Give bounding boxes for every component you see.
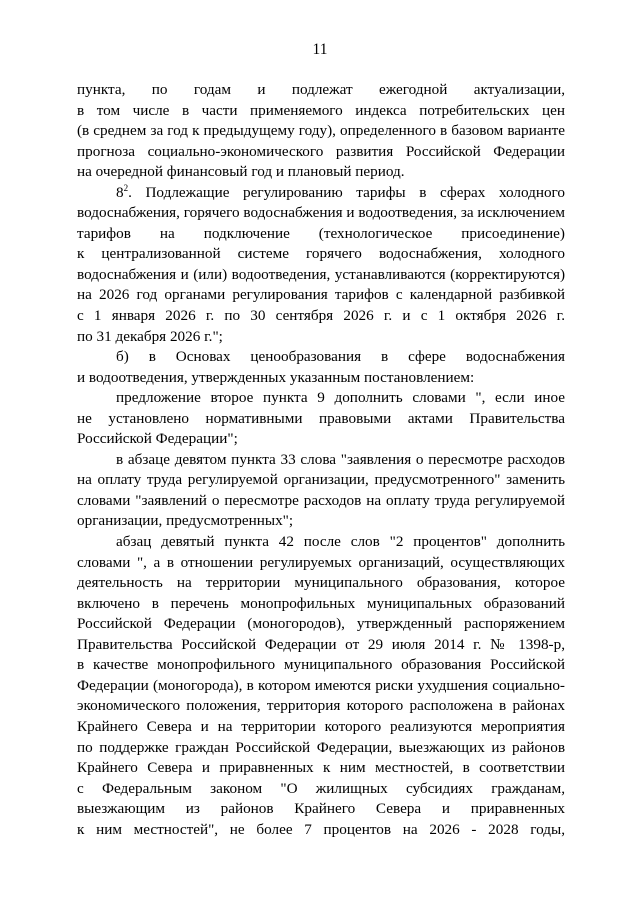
text-line: Правительства Российской Федерации от 29 июля 2014 г. № 1398-р, — [77, 635, 565, 653]
text-line: водоснабжения, горячего водоснабжения и водоотведения, за исключением — [77, 204, 565, 222]
text-line: пункта, по годам и подлежат ежегодной актуализации, — [77, 81, 565, 98]
text-line: не установлено нормативными правовыми актами Правительства — [77, 409, 565, 427]
text-line: (в среднем за год к предыдущему году), определенного в базовом варианте — [77, 122, 565, 140]
item-number: 8 — [116, 183, 124, 201]
text-line: предложение второе пункта 9 дополнить словами ", если иное — [116, 389, 565, 407]
text-line: на очередной финансовый год и плановый период. — [77, 163, 405, 181]
text-line: выезжающим из районов Крайнего Севера и приравненных — [77, 800, 565, 818]
text-line: с Федеральным законом "О жилищных субсидиях гражданам, — [77, 779, 565, 797]
text-line: на оплату труда регулируемой организации, предусмотренного" заменить — [77, 471, 565, 489]
text-line: б) в Основах ценообразования в сфере водоснабжения — [116, 348, 565, 366]
text-line: включено в перечень монопрофильных муниципальных образований — [77, 594, 565, 612]
text-line: Крайнего Севера и приравненных к ним местностей, в соответствии — [77, 759, 565, 777]
paragraph-8-2-first-line — [77, 183, 565, 204]
text-line: Крайнего Севера и на территории которого реализуются мероприятия — [77, 717, 565, 735]
text-line: экономического положения, территория которого расположена в районах — [77, 697, 565, 715]
text-line: к ним местностей", не более 7 процентов на 2026 - 2028 годы, — [77, 820, 565, 838]
text-line: Российской Федерации (моногородов), утвержденный распоряжением — [77, 615, 565, 633]
item-superscript: 2 — [123, 182, 129, 193]
text-line: на 2026 год органами регулирования тарифов с календарной разбивкой — [77, 286, 565, 304]
text-line: в качестве монопрофильного муниципального образования Российской — [77, 656, 565, 674]
text-line: тарифов на подключение (технологическое присоединение) — [77, 224, 565, 242]
text-line: Федерации (моногорода), в котором имеются риски ухудшения социально- — [77, 676, 565, 694]
page-number: 11 — [312, 41, 328, 58]
document-body — [77, 80, 565, 840]
text-line: словами ", а в отношении регулируемых организаций, осуществляющих — [77, 553, 565, 571]
text-line: в абзаце девятом пункта 33 слова "заявления о пересмотре расходов — [116, 450, 565, 468]
text-line: водоснабжения и (или) водоотведения, устанавливаются (корректируются) — [77, 265, 565, 283]
text-line: абзац девятый пункта 42 после слов "2 процентов" дополнить — [116, 533, 565, 551]
text-line: по 31 декабря 2026 г."; — [77, 327, 223, 345]
text-line: и водоотведения, утвержденных указанным постановлением: — [77, 368, 475, 386]
text-line: с 1 января 2026 г. по 30 сентября 2026 г. и с 1 октября 2026 г. — [77, 307, 565, 325]
text-line: словами "заявлений о пересмотре расходов на оплату труда регулируемой — [77, 491, 565, 509]
text-line: организации, предусмотренных"; — [77, 512, 294, 530]
text-line: деятельность на территории муниципального образования, которое — [77, 574, 565, 592]
text-line: по поддержке граждан Российской Федерации, выезжающих из районов — [77, 738, 565, 756]
text-line: прогноза социально-экономического развития Российской Федерации — [77, 142, 565, 160]
text-line: к централизованной системе горячего водоснабжения, холодного — [77, 245, 565, 263]
item-8-2-text: . Подлежащие регулированию тарифы в сферах холодного — [128, 183, 565, 201]
text-line: в том числе в части применяемого индекса потребительских цен — [77, 101, 565, 119]
text-line: Российской Федерации"; — [77, 430, 238, 448]
